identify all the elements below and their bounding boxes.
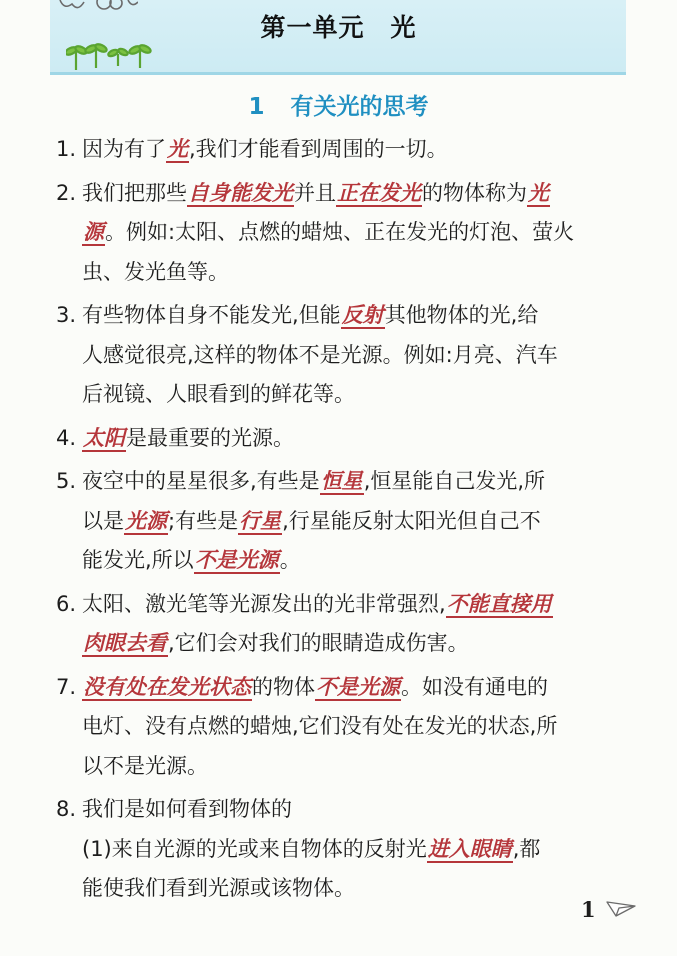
- item-number: 8.: [56, 797, 77, 821]
- list-item-6: [56, 585, 626, 664]
- text: 其他物体的光,给: [384, 303, 539, 327]
- text: ,它们会对我们的眼睛造成伤害。: [168, 631, 469, 655]
- text: 以是: [82, 508, 124, 533]
- text: 的物体: [252, 674, 315, 699]
- answer-fill: 源: [83, 220, 104, 244]
- item-number: 3.: [56, 303, 77, 327]
- text: 因为有了: [82, 137, 166, 161]
- text: 能发光,所以: [82, 548, 194, 572]
- text: ,我们才能看到周围的一切。: [189, 137, 448, 161]
- content: [56, 130, 626, 913]
- lesson-number: 1: [248, 94, 265, 120]
- answer-fill: 正在发光: [337, 180, 421, 205]
- unit-title: 第一单元 光: [260, 13, 417, 42]
- text: ,行星能反射太阳光但自己不: [282, 508, 541, 533]
- text: 。例如:太阳、点燃的蜡烛、正在发光的灯泡、萤火: [105, 220, 575, 244]
- answer-fill: 进入眼睛: [427, 836, 512, 861]
- list-item-2: [56, 174, 626, 293]
- lesson-title-text: 有关光的思考: [290, 94, 429, 120]
- text: 并且: [294, 180, 336, 205]
- text: 能使我们看到光源或该物体。: [82, 876, 355, 900]
- answer-fill: 光: [167, 137, 188, 161]
- sprout-icon: [66, 42, 156, 72]
- text: ;有些是: [168, 508, 239, 533]
- answer-fill: 反射: [341, 303, 384, 327]
- text: 后视镜、人眼看到的鲜花等。: [82, 382, 355, 406]
- list-item-3: [56, 296, 626, 415]
- text: 太阳、激光笔等光源发出的光非常强烈,: [82, 591, 446, 616]
- text: ,恒星能自己发光,所: [363, 469, 546, 493]
- list-item-1: [56, 130, 626, 170]
- item-number: 7.: [56, 674, 77, 699]
- text: 人感觉很亮,这样的物体不是光源。例如:月亮、汽车: [82, 342, 558, 367]
- text: 。: [279, 548, 301, 572]
- text: 虫、发光鱼等。: [82, 259, 229, 284]
- answer-fill: 不是光源: [194, 548, 279, 572]
- text: 夜空中的星星很多,有些是: [82, 469, 320, 493]
- text: 是最重要的光源。: [126, 425, 294, 450]
- answer-fill: 行星: [239, 508, 282, 533]
- paper-plane-icon: [606, 900, 636, 918]
- answer-fill: 光源: [125, 508, 167, 533]
- text: (1)来自光源的光或来自物体的反射光: [82, 836, 427, 861]
- answer-fill: 光: [528, 180, 549, 205]
- answer-fill: 不是光源: [316, 674, 400, 699]
- text: 我们把那些: [82, 180, 187, 205]
- answer-fill: 自身能发光: [188, 180, 293, 205]
- answer-fill: 不能直接用: [446, 591, 552, 616]
- answer-fill: 肉眼去看: [83, 631, 167, 655]
- lesson-title: [0, 88, 677, 121]
- page-number: 1: [581, 897, 596, 922]
- item-number: 6.: [56, 591, 77, 616]
- item-number: 2.: [56, 180, 77, 205]
- text: 电灯、没有点燃的蜡烛,它们没有处在发光的状态,所: [82, 714, 558, 738]
- answer-fill: 太阳: [83, 425, 125, 450]
- answer-fill: 没有处在发光状态: [83, 674, 251, 699]
- text: 有些物体自身不能发光,但能: [82, 303, 341, 327]
- list-item-8: [56, 790, 626, 909]
- list-item-4: [56, 419, 626, 459]
- text: 。如没有通电的: [401, 674, 548, 699]
- item-number: 5.: [56, 469, 77, 493]
- item-number: 4.: [56, 425, 77, 450]
- text: 以不是光源。: [82, 753, 208, 778]
- text: 的物体称为: [422, 180, 527, 205]
- text: ,都: [512, 836, 541, 861]
- answer-fill: 恒星: [320, 469, 363, 493]
- text: 我们是如何看到物体的: [82, 797, 292, 821]
- list-item-5: [56, 462, 626, 581]
- list-item-7: [56, 668, 626, 787]
- item-number: 1.: [56, 137, 77, 161]
